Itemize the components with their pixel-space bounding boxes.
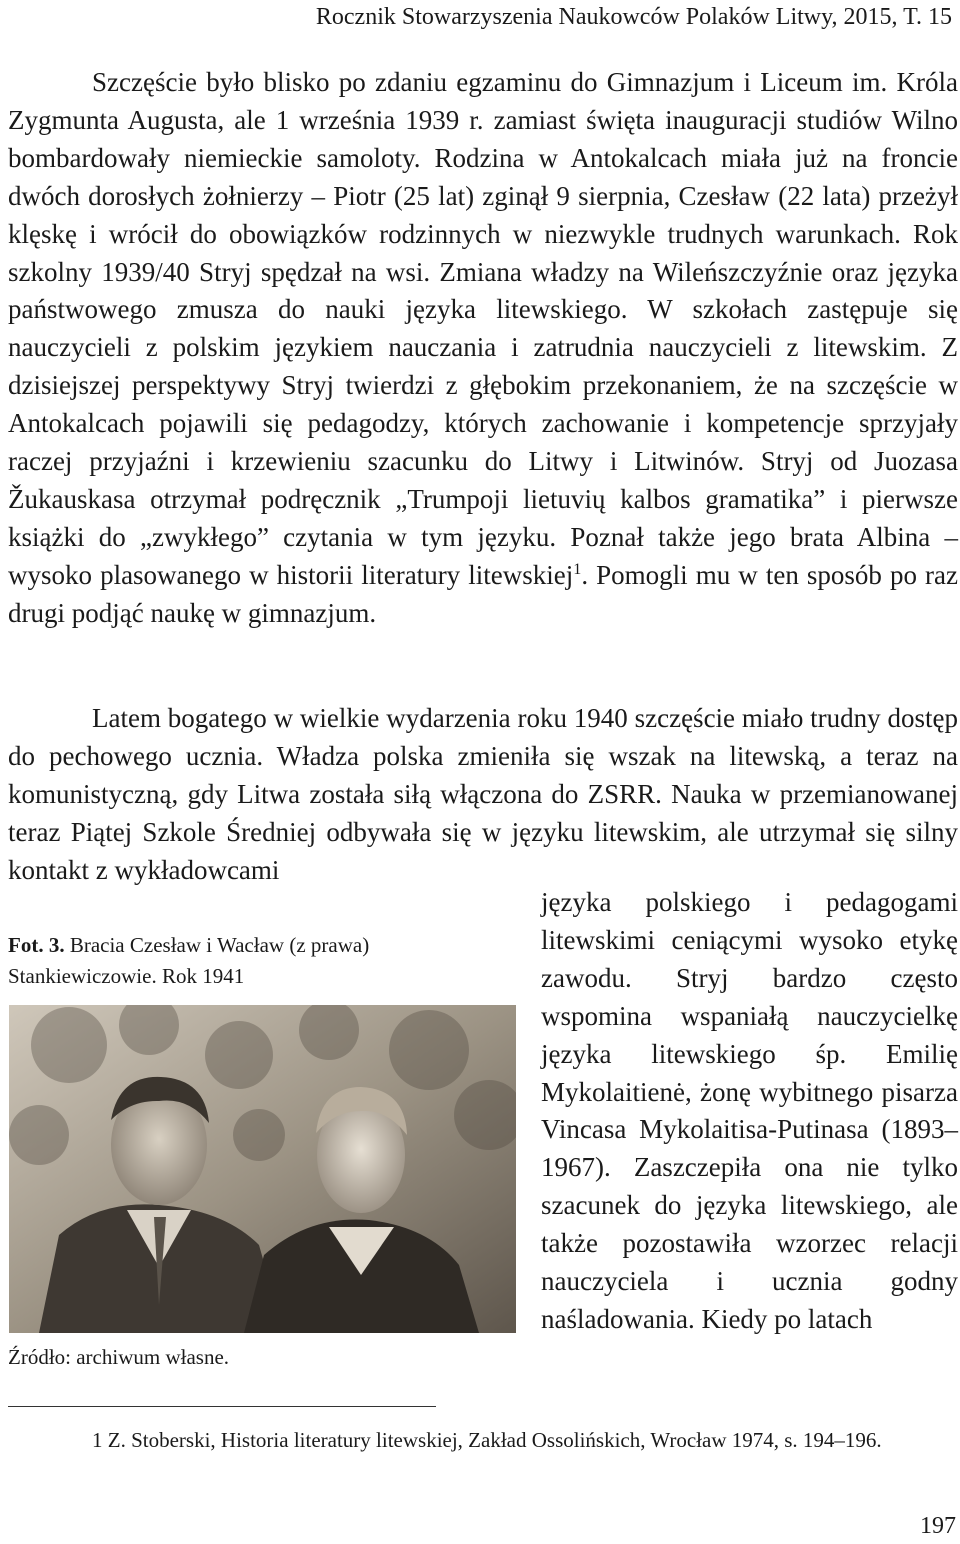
- figure-source: Źródło: archiwum własne.: [8, 1345, 230, 1369]
- paragraph-1-end: . Pomogli mu w ten sposób po raz drugi podjąć naukę w gimnazjum.: [8, 559, 959, 628]
- running-header: Rocznik Stowarzyszenia Naukowców Polaków Litwy, 2015, T. 15: [315, 4, 952, 30]
- footnote: [8, 1425, 958, 1456]
- figure-label: Fot. 3.: [8, 933, 65, 957]
- photo-brothers: [9, 1005, 516, 1333]
- footnote-divider: [8, 1406, 436, 1407]
- figure-caption-text: Bracia Czesław i Wacław (z prawa) Stankiewiczowie. Rok 1941: [8, 933, 370, 988]
- footnote-number: 1: [92, 1428, 103, 1452]
- page-number: 197: [920, 1513, 956, 1539]
- paragraph-1: [8, 64, 958, 633]
- paragraph-2: Latem bogatego w wielkie wydarzenia roku 1940 szczęście miało trudny dostęp do pechowego ucznia. Władza polska zmieniła się wszak na litewską, a teraz na komunistyczną, gdy Litwa została siłą włączona do ZSRR. Nauka w przemianowanej teraz Piątej Szkole Średniej odbywała się w języku litewskim, ale utrzymał się silny kontakt z wykładowcami: [8, 703, 958, 885]
- paragraph-1-text: Szczęście było blisko po zdaniu egzaminu do Gimnazjum i Liceum im. Króla Zygmunta Augusta, ale 1 września 1939 r. zamiast święta inauguracji studiów Wilno bombardowały niemieckie samoloty. Rodzina w Antokalcach miała już na froncie dwóch dorosłych żołnierzy – Piotr (25 lat) zginął 9 sierpnia, Czesław (22 lata) przeżył klęskę i wrócił do obowiązków rodzinnych w niezwykle trudnych warunkach. Rok szkolny 1939/40 Stryj spędzał na wsi. Zmiana władzy na Wileńszczyźnie oraz języka państwowego zmusza do nauki języka litewskiego. W szkołach zastępuje się nauczycieli z polskim językiem nauczania i zatrudnia nauczycieli z litewskim. Z dzisiejszej perspektywy Stryj twierdzi z głębokim przekonaniem, że na szczęście w Antokalcach pojawili się pedagodzy, których zachowanie i kompetencje sprzyjały raczej przyjaźni i krzewieniu szacunku do Litwy i Litwinów. Stryj od Juozasa Žukauskasa otrzymał podręcznik „Trumpoji lietuvių kalbos gramatika” i pierwsze książki do „zwykłego” czytania w tym języku. Poznał także jego brata Albina – wysoko plasowanego w historii literatury litewskiej: [8, 67, 958, 590]
- footnote-ref[interactable]: 1: [573, 559, 582, 578]
- footnote-text: Z. Stoberski, Historia literatury litewskiej, Zakład Ossolińskich, Wrocław 1974, s. 194–196.: [102, 1428, 882, 1452]
- figure-caption: [8, 930, 478, 992]
- paragraph-2-continued: języka polskiego i pedagogami litewskimi ceniącymi wysoko etykę zawodu. Stryj bardzo często wspomina wspaniałą nauczycielkę języka litewskiego śp. Emilię Mykolaitienė, żonę wybitnego pisarza Vincasa Mykolaitisa-Putinasa (1893–1967). Zaszczepiła ona nie tylko szacunek do języka litewskiego, ale także pozostawiła wzorzec relacji nauczyciela i ucznia godny naśladowania. Kiedy po latach: [541, 887, 958, 1334]
